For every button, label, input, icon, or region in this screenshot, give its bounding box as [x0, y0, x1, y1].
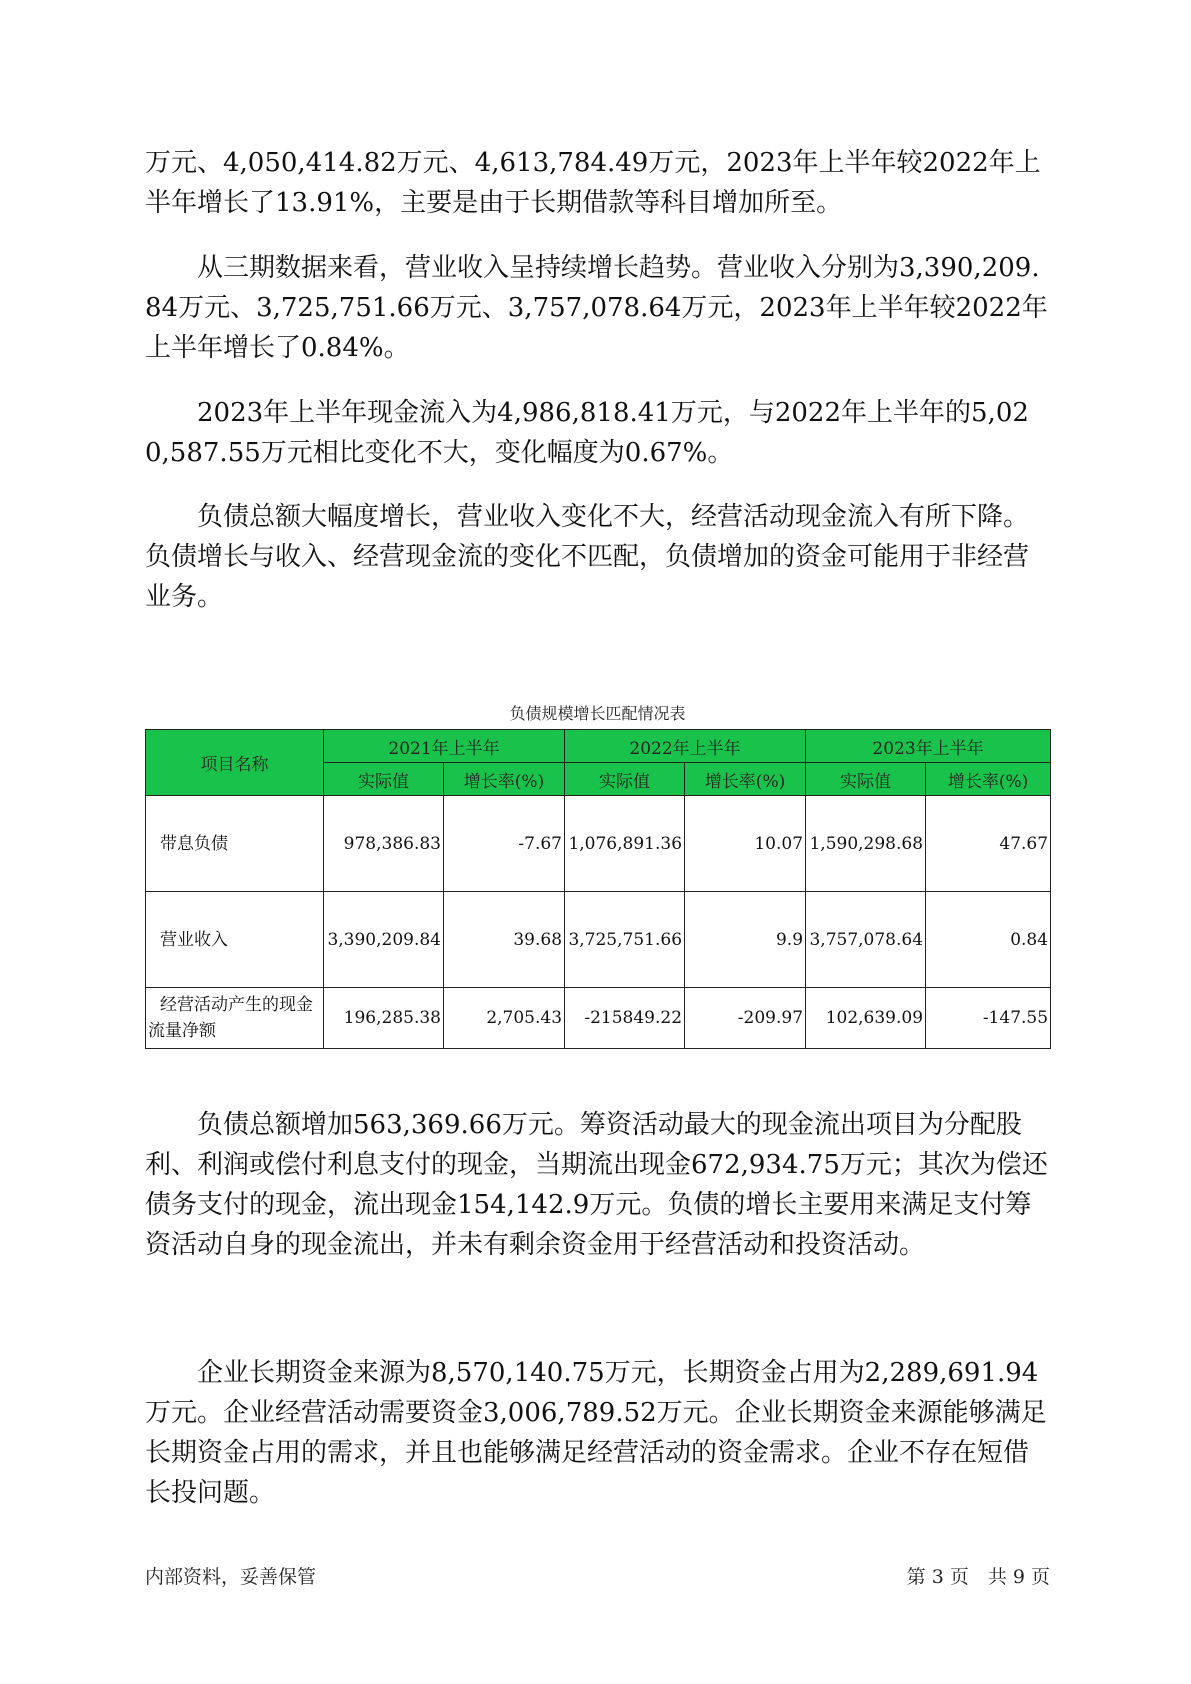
table-row: [146, 796, 1051, 892]
table-row: [146, 892, 1051, 988]
row-name: 带息负债: [146, 796, 324, 892]
table-cell: 39.68: [444, 892, 565, 988]
table-cell: 3,390,209.84: [324, 892, 444, 988]
table-cell: -215849.22: [565, 988, 685, 1049]
header-growth: 增长率(%): [444, 763, 565, 796]
paragraph-2: 从三期数据来看，营业收入呈持续增长趋势。营业收入分别为3,390,209.84万元、3,725,751.66万元、3,757,078.64万元，2023年上半年较2022年上半年增长了0.84%。: [145, 253, 1048, 363]
table-cell: -7.67: [444, 796, 565, 892]
header-item-name: 项目名称: [146, 730, 324, 796]
table-cell: 196,285.38: [324, 988, 444, 1049]
paragraph-4: 负债总额大幅度增长，营业收入变化不大，经营活动现金流入有所下降。负债增长与收入、经营现金流的变化不匹配，负债增加的资金可能用于非经营业务。: [145, 502, 1030, 612]
table-cell: 47.67: [926, 796, 1051, 892]
paragraph-5: 负债总额增加563,369.66万元。筹资活动最大的现金流出项目为分配股利、利润或偿付利息支付的现金，当期流出现金672,934.75万元；其次为偿还债务支付的现金，流出现金154,142.9万元。负债的增长主要用来满足支付筹资活动自身的现金流出，并未有剩余资金用于经营活动和投资活动。: [145, 1110, 1048, 1260]
header-actual: 实际值: [324, 763, 444, 796]
header-growth: 增长率(%): [926, 763, 1051, 796]
header-actual: 实际值: [806, 763, 926, 796]
debt-growth-table: [145, 729, 1051, 1049]
table-cell: -209.97: [685, 988, 806, 1049]
table-cell: 2,705.43: [444, 988, 565, 1049]
footer-confidential-note: 内部资料，妥善保管: [145, 1566, 317, 1588]
header-period-2022: 2022年上半年: [565, 730, 806, 763]
table-cell: 3,757,078.64: [806, 892, 926, 988]
table-cell: 10.07: [685, 796, 806, 892]
table-cell: 1,076,891.36: [565, 796, 685, 892]
table-cell: 0.84: [926, 892, 1051, 988]
table-cell: 9.9: [685, 892, 806, 988]
paragraph-6: 企业长期资金来源为8,570,140.75万元，长期资金占用为2,289,691.94万元。企业经营活动需要资金3,006,789.52万元。企业长期资金来源能够满足长期资金占用的需求，并且也能够满足经营活动的资金需求。企业不存在短借长投问题。: [145, 1358, 1047, 1508]
table-cell: 3,725,751.66: [565, 892, 685, 988]
row-name: 营业收入: [146, 892, 324, 988]
header-growth: 增长率(%): [685, 763, 806, 796]
table-cell: -147.55: [926, 988, 1051, 1049]
row-name: 经营活动产生的现金流量净额: [146, 988, 324, 1049]
footer-page-number: 第 3 页 共 9 页: [906, 1566, 1050, 1588]
paragraph-3: 2023年上半年现金流入为4,986,818.41万元，与2022年上半年的5,020,587.55万元相比变化不大，变化幅度为0.67%。: [145, 398, 1029, 468]
header-period-2021: 2021年上半年: [324, 730, 565, 763]
table-cell: 102,639.09: [806, 988, 926, 1049]
header-period-2023: 2023年上半年: [806, 730, 1051, 763]
header-actual: 实际值: [565, 763, 685, 796]
table-caption: 负债规模增长匹配情况表: [509, 704, 686, 723]
table-cell: 1,590,298.68: [806, 796, 926, 892]
table-cell: 978,386.83: [324, 796, 444, 892]
table-row: [146, 988, 1051, 1049]
paragraph-1: 万元、4,050,414.82万元、4,613,784.49万元，2023年上半年较2022年上半年增长了13.91%，主要是由于长期借款等科目增加所至。: [145, 148, 1041, 218]
